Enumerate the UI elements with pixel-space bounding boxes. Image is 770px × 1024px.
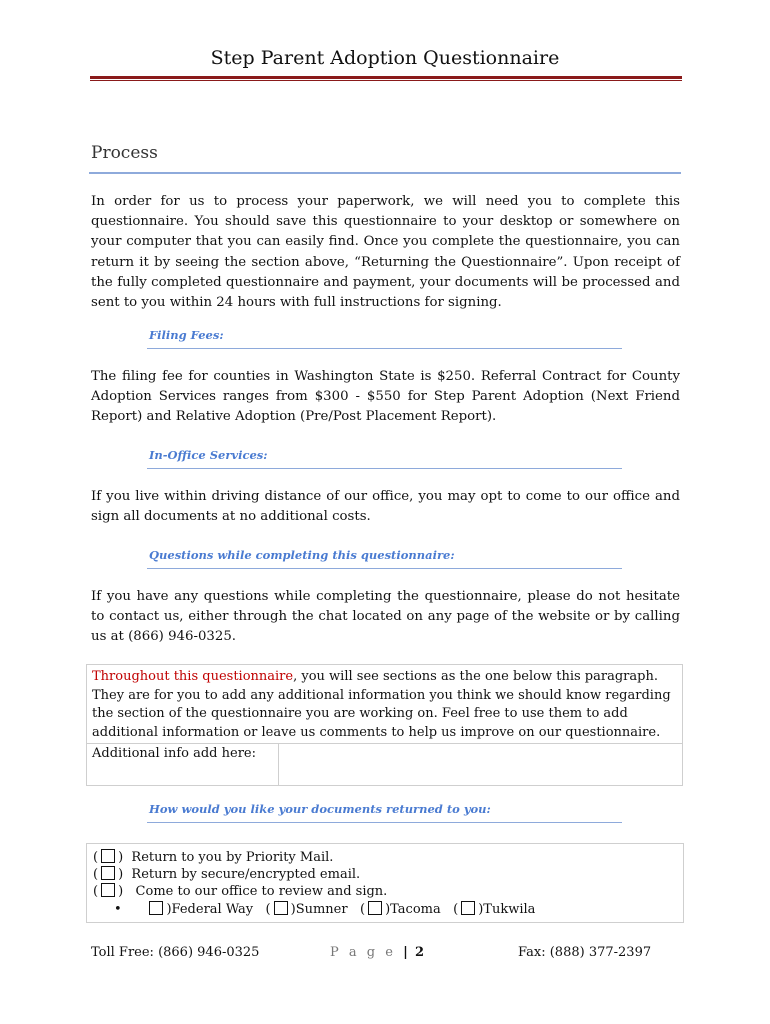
questions-paragraph: If you have any questions while completing the questionnaire, please do not hesitate to contact us, either through the chat located on any page of the website or by calling us at (866) 946-0325. — [91, 589, 680, 645]
in-office-rule — [147, 468, 622, 469]
bullet: • — [114, 902, 122, 917]
option-label: Return by secure/encrypted email. — [131, 867, 361, 882]
title-rule-thick — [90, 76, 682, 79]
process-paragraph: In order for us to process your paperwork, we will need you to complete this questionnaire. You should save this questionnaire to your desktop or somewhere on your computer that you can easily find. Once you complete the questionnaire, you can return it by seeing the section above, “Returning the Questionnaire”. Upon receipt of the fully completed questionnaire and payment, your documents will be processed and sent to you within 24 hours with full instructions for signing. — [91, 194, 680, 311]
sumner-checkbox[interactable] — [274, 901, 288, 915]
option-label: Return to you by Priority Mail. — [131, 850, 334, 865]
office-checkbox[interactable] — [101, 883, 115, 897]
page-number: 2 — [414, 945, 424, 960]
filing-fees-heading: Filing Fees: — [149, 328, 224, 342]
return-option-email: ( ) Return by secure/encrypted email. — [93, 867, 361, 882]
footer-toll-free: Toll Free: (866) 946-0325 — [91, 945, 260, 960]
office-locations: • )Federal Way ( )Sumner ( )Tacoma ( )Tukwila — [114, 902, 536, 917]
note-body: , you will see sections as the one below this paragraph. They are for you to add any additional information you think we should know regarding the section of the questionnaire you are working on. Feel free to use them to add additional information or leave us comments to help us improve on our questionnaire. — [92, 669, 671, 740]
in-office-heading: In-Office Services: — [149, 448, 268, 462]
office-sumner: Sumner — [295, 902, 348, 917]
note-highlight: Throughout this questionnaire — [92, 669, 294, 684]
office-tacoma: Tacoma — [390, 902, 441, 917]
tukwila-checkbox[interactable] — [461, 901, 475, 915]
additional-info-label: Additional info add here: — [92, 746, 256, 761]
note-paragraph — [92, 668, 680, 742]
email-checkbox[interactable] — [101, 866, 115, 880]
page-label: P a g e — [330, 945, 396, 960]
note-column-divider — [278, 743, 279, 786]
return-rule — [147, 822, 622, 823]
questions-rule — [147, 568, 622, 569]
filing-fees-rule — [147, 348, 622, 349]
in-office-paragraph: If you live within driving distance of our office, you may opt to come to our office and sign all documents at no additional costs. — [91, 489, 680, 525]
process-heading: Process — [91, 143, 158, 163]
filing-fees-paragraph: The filing fee for counties in Washington State is $250. Referral Contract for County Adoption Services ranges from $300 - $550 for Step Parent Adoption (Next Friend Report) and Relative Adoption (Pre/Post Placement Report). — [91, 369, 680, 425]
tacoma-checkbox[interactable] — [368, 901, 382, 915]
return-option-office: ( ) Come to our office to review and sign. — [93, 884, 388, 899]
page-separator: | — [403, 945, 408, 960]
document-title: Step Parent Adoption Questionnaire — [210, 47, 560, 69]
option-label: Come to our office to review and sign. — [135, 884, 388, 899]
footer-page-indicator — [330, 945, 424, 960]
return-option-priority-mail: ( ) Return to you by Priority Mail. — [93, 850, 334, 865]
process-rule — [89, 172, 681, 174]
title-rule-thin — [90, 80, 682, 81]
footer-fax: Fax: (888) 377-2397 — [518, 945, 652, 960]
questions-heading: Questions while completing this questionnaire: — [149, 548, 455, 562]
return-heading: How would you like your documents returned to you: — [149, 802, 491, 816]
federal-way-checkbox[interactable] — [149, 901, 163, 915]
office-tukwila: Tukwila — [483, 902, 536, 917]
additional-info-input[interactable] — [280, 744, 682, 785]
office-federal-way: Federal Way — [171, 902, 254, 917]
priority-mail-checkbox[interactable] — [101, 849, 115, 863]
